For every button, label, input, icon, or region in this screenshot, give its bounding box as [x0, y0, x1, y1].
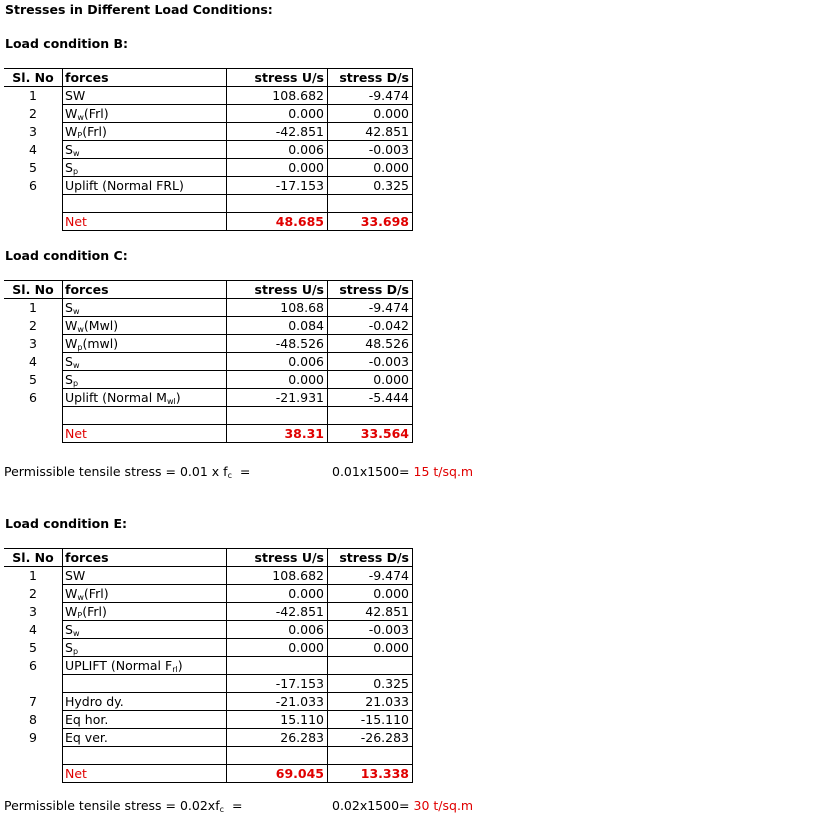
table-row [4, 87, 413, 105]
force-label: SW [65, 568, 86, 583]
net-row [4, 213, 413, 231]
force-subscript: p [72, 167, 79, 176]
force-name [63, 87, 227, 105]
stress-us-value: -17.153 [227, 177, 328, 195]
row-number: 5 [29, 640, 37, 655]
stress-ds-value: -0.003 [328, 353, 413, 371]
permissible-stress-e-value [332, 798, 473, 813]
force-name [63, 335, 227, 353]
force-name [63, 177, 227, 195]
force-name [63, 693, 227, 711]
stress-ds-value: 0.325 [328, 177, 413, 195]
stress-us-value: -21.033 [227, 693, 328, 711]
table-row [4, 711, 413, 729]
force-subscript: w [77, 593, 84, 602]
force-name [63, 585, 227, 603]
table-row [4, 603, 413, 621]
row-number: 5 [29, 372, 37, 387]
table-row [4, 567, 413, 585]
stress-ds-value: -9.474 [328, 87, 413, 105]
force-subscript: P [77, 131, 83, 140]
stress-ds-value: -0.003 [328, 621, 413, 639]
column-header-stress-us: stress U/s [227, 69, 328, 87]
force-label: S [65, 372, 73, 387]
force-label: W [65, 318, 78, 333]
force-label: S [65, 300, 73, 315]
force-label: SW [65, 88, 86, 103]
column-header-stress-ds: stress D/s [328, 549, 413, 567]
table-row [4, 729, 413, 747]
net-number-blank [4, 213, 63, 231]
condition-e-heading: Load condition E: [5, 516, 128, 531]
row-number: 2 [29, 318, 37, 333]
net-stress-us: 48.685 [227, 213, 328, 231]
stress-ds-value: -0.042 [328, 317, 413, 335]
force-subscript: p [72, 379, 79, 388]
condition-b-heading: Load condition B: [5, 36, 129, 51]
column-header-forces: forces [63, 281, 227, 299]
row-number: 4 [29, 142, 37, 157]
net-stress-ds: 33.564 [328, 425, 413, 443]
force-name [63, 603, 227, 621]
condition-c-heading: Load condition C: [5, 248, 128, 263]
condition-c-table [4, 280, 413, 443]
table-row [4, 657, 413, 675]
stress-us-value [227, 195, 328, 213]
stress-us-value: -21.931 [227, 389, 328, 407]
table-row [4, 407, 413, 425]
stress-us-value: -42.851 [227, 123, 328, 141]
row-number: 1 [29, 88, 37, 104]
row-number: 3 [29, 124, 37, 139]
column-header-slno: Sl. No [4, 69, 63, 87]
stress-us-value: -17.153 [227, 675, 328, 693]
column-header-slno: Sl. No [4, 281, 63, 299]
force-name [63, 317, 227, 335]
row-number: 8 [29, 712, 37, 727]
force-label: W [65, 586, 78, 601]
stress-us-value: 108.68 [227, 299, 328, 317]
stress-us-value: 0.000 [227, 639, 328, 657]
column-header-slno: Sl. No [4, 549, 63, 567]
row-number: 9 [29, 730, 37, 745]
force-subscript: p [72, 647, 79, 656]
table-row [4, 371, 413, 389]
force-label: S [65, 622, 73, 637]
row-number: 4 [29, 622, 37, 637]
stress-us-value: -48.526 [227, 335, 328, 353]
permissible-stress-c-label [4, 464, 250, 479]
force-label: S [65, 160, 73, 175]
row-number [4, 675, 63, 693]
stress-us-value: 0.000 [227, 585, 328, 603]
column-header-stress-us: stress U/s [227, 281, 328, 299]
row-number: 7 [29, 694, 37, 709]
stress-ds-value: 42.851 [328, 123, 413, 141]
page-title: Stresses in Different Load Conditions: [5, 2, 273, 17]
row-number: 3 [29, 604, 37, 619]
stress-ds-value [328, 195, 413, 213]
stress-ds-value: 0.000 [328, 105, 413, 123]
force-name [63, 747, 227, 765]
stress-us-value: 0.000 [227, 159, 328, 177]
net-number-blank [4, 765, 63, 783]
force-suffix: (Frl) [83, 586, 109, 601]
force-label: Uplift (Normal M [65, 390, 167, 405]
perm-c-calc: 0.01x1500= [332, 464, 410, 479]
stress-ds-value: -9.474 [328, 299, 413, 317]
force-name [63, 299, 227, 317]
perm-c-text: Permissible tensile stress = 0.01 x f [4, 464, 228, 479]
force-subscript: P [77, 611, 83, 620]
force-name [63, 639, 227, 657]
force-name [63, 371, 227, 389]
row-number: 1 [29, 568, 37, 584]
stress-ds-value: 0.000 [328, 159, 413, 177]
force-name [63, 123, 227, 141]
net-stress-us: 69.045 [227, 765, 328, 783]
net-stress-ds: 33.698 [328, 213, 413, 231]
table-row [4, 639, 413, 657]
force-label: Eq ver. [65, 730, 108, 745]
force-name [63, 407, 227, 425]
stress-ds-value [328, 407, 413, 425]
net-label: Net [63, 425, 227, 443]
table-row [4, 675, 413, 693]
table-row [4, 123, 413, 141]
row-number [4, 195, 63, 213]
table-row [4, 299, 413, 317]
stress-us-value [227, 407, 328, 425]
table-row [4, 585, 413, 603]
force-name [63, 105, 227, 123]
force-label: W [65, 336, 78, 351]
stress-ds-value: 0.000 [328, 639, 413, 657]
stress-ds-value [328, 747, 413, 765]
force-name [63, 729, 227, 747]
perm-c-eq: = [231, 464, 251, 479]
condition-e-table [4, 548, 413, 783]
force-subscript: w [72, 307, 80, 316]
table-row [4, 195, 413, 213]
column-header-stress-ds: stress D/s [328, 281, 413, 299]
perm-c-sub: c [227, 471, 232, 480]
perm-e-result: 30 t/sq.m [413, 798, 474, 813]
stress-ds-value: -9.474 [328, 567, 413, 585]
column-header-forces: forces [63, 69, 227, 87]
force-subscript: wl [166, 397, 176, 406]
row-number: 6 [29, 390, 37, 405]
column-header-forces: forces [63, 549, 227, 567]
force-subscript: w [72, 149, 80, 158]
force-label: W [65, 106, 78, 121]
force-label: Hydro dy. [65, 694, 124, 709]
net-label: Net [63, 765, 227, 783]
force-name [63, 657, 227, 675]
condition-b-table [4, 68, 413, 231]
stress-ds-value: 21.033 [328, 693, 413, 711]
force-subscript: rl [172, 665, 178, 674]
stress-us-value: 108.682 [227, 87, 328, 105]
force-label: W [65, 124, 78, 139]
stress-us-value: -42.851 [227, 603, 328, 621]
force-name [63, 621, 227, 639]
stress-us-value: 0.006 [227, 353, 328, 371]
net-stress-ds: 13.338 [328, 765, 413, 783]
force-suffix: (Frl) [82, 604, 107, 619]
table-row [4, 105, 413, 123]
row-number: 4 [29, 354, 37, 369]
row-number: 6 [29, 178, 37, 193]
stress-us-value: 0.084 [227, 317, 328, 335]
force-name [63, 389, 227, 407]
force-suffix: (Frl) [82, 124, 107, 139]
stress-us-value: 0.000 [227, 371, 328, 389]
stress-us-value: 15.110 [227, 711, 328, 729]
row-number: 2 [29, 586, 37, 601]
stress-us-value: 0.006 [227, 621, 328, 639]
force-label: S [65, 354, 73, 369]
net-row [4, 765, 413, 783]
stress-ds-value: -15.110 [328, 711, 413, 729]
force-subscript: w [72, 629, 80, 638]
stress-ds-value [328, 657, 413, 675]
table-row [4, 141, 413, 159]
force-subscript: w [77, 113, 84, 122]
force-suffix: (Frl) [83, 106, 109, 121]
stress-ds-value: 0.000 [328, 371, 413, 389]
perm-e-eq: = [224, 798, 243, 813]
net-row [4, 425, 413, 443]
force-suffix: ) [177, 658, 183, 673]
stress-ds-value: -5.444 [328, 389, 413, 407]
stress-us-value: 0.000 [227, 105, 328, 123]
force-suffix: (Mwl) [83, 318, 119, 333]
stress-ds-value: -26.283 [328, 729, 413, 747]
force-name [63, 711, 227, 729]
force-name [63, 567, 227, 585]
row-number: 3 [29, 336, 37, 351]
stress-ds-value: 48.526 [328, 335, 413, 353]
net-stress-us: 38.31 [227, 425, 328, 443]
force-label: S [65, 640, 73, 655]
row-number [4, 747, 63, 765]
row-number: 6 [29, 658, 37, 673]
row-number: 5 [29, 160, 37, 175]
force-name [63, 675, 227, 693]
net-number-blank [4, 425, 63, 443]
column-header-stress-ds: stress D/s [328, 69, 413, 87]
row-number: 2 [29, 106, 37, 121]
row-number: 1 [29, 300, 37, 316]
perm-e-sub: c [219, 805, 225, 814]
force-label: Uplift (Normal FRL) [65, 178, 184, 193]
force-subscript: w [72, 361, 80, 370]
table-row [4, 335, 413, 353]
force-label: UPLIFT (Normal F [65, 658, 173, 673]
force-name [63, 159, 227, 177]
stress-us-value [227, 657, 328, 675]
perm-e-text: Permissible tensile stress = 0.02xf [4, 798, 220, 813]
net-label: Net [63, 213, 227, 231]
force-subscript: p [77, 343, 83, 352]
table-row [4, 159, 413, 177]
force-name [63, 353, 227, 371]
force-label: S [65, 142, 73, 157]
stress-ds-value: 42.851 [328, 603, 413, 621]
table-row [4, 353, 413, 371]
table-row [4, 177, 413, 195]
force-name [63, 195, 227, 213]
force-subscript: w [77, 325, 84, 334]
row-number [4, 407, 63, 425]
table-row [4, 621, 413, 639]
force-name [63, 141, 227, 159]
stress-ds-value: -0.003 [328, 141, 413, 159]
force-suffix: ) [175, 390, 181, 405]
stress-ds-value: 0.325 [328, 675, 413, 693]
table-row [4, 317, 413, 335]
perm-c-result: 15 t/sq.m [413, 464, 474, 479]
stress-us-value: 26.283 [227, 729, 328, 747]
table-header-row [4, 549, 413, 567]
stress-ds-value: 0.000 [328, 585, 413, 603]
table-header-row [4, 69, 413, 87]
perm-e-calc: 0.02x1500= [332, 798, 410, 813]
stress-us-value [227, 747, 328, 765]
permissible-stress-c-value [332, 464, 473, 479]
force-label: Eq hor. [65, 712, 109, 727]
stress-us-value: 108.682 [227, 567, 328, 585]
stress-us-value: 0.006 [227, 141, 328, 159]
table-row [4, 747, 413, 765]
force-suffix: (mwl) [82, 336, 119, 351]
column-header-stress-us: stress U/s [227, 549, 328, 567]
permissible-stress-e-label [4, 798, 242, 813]
table-row [4, 389, 413, 407]
force-label: W [65, 604, 78, 619]
table-row [4, 693, 413, 711]
table-header-row [4, 281, 413, 299]
